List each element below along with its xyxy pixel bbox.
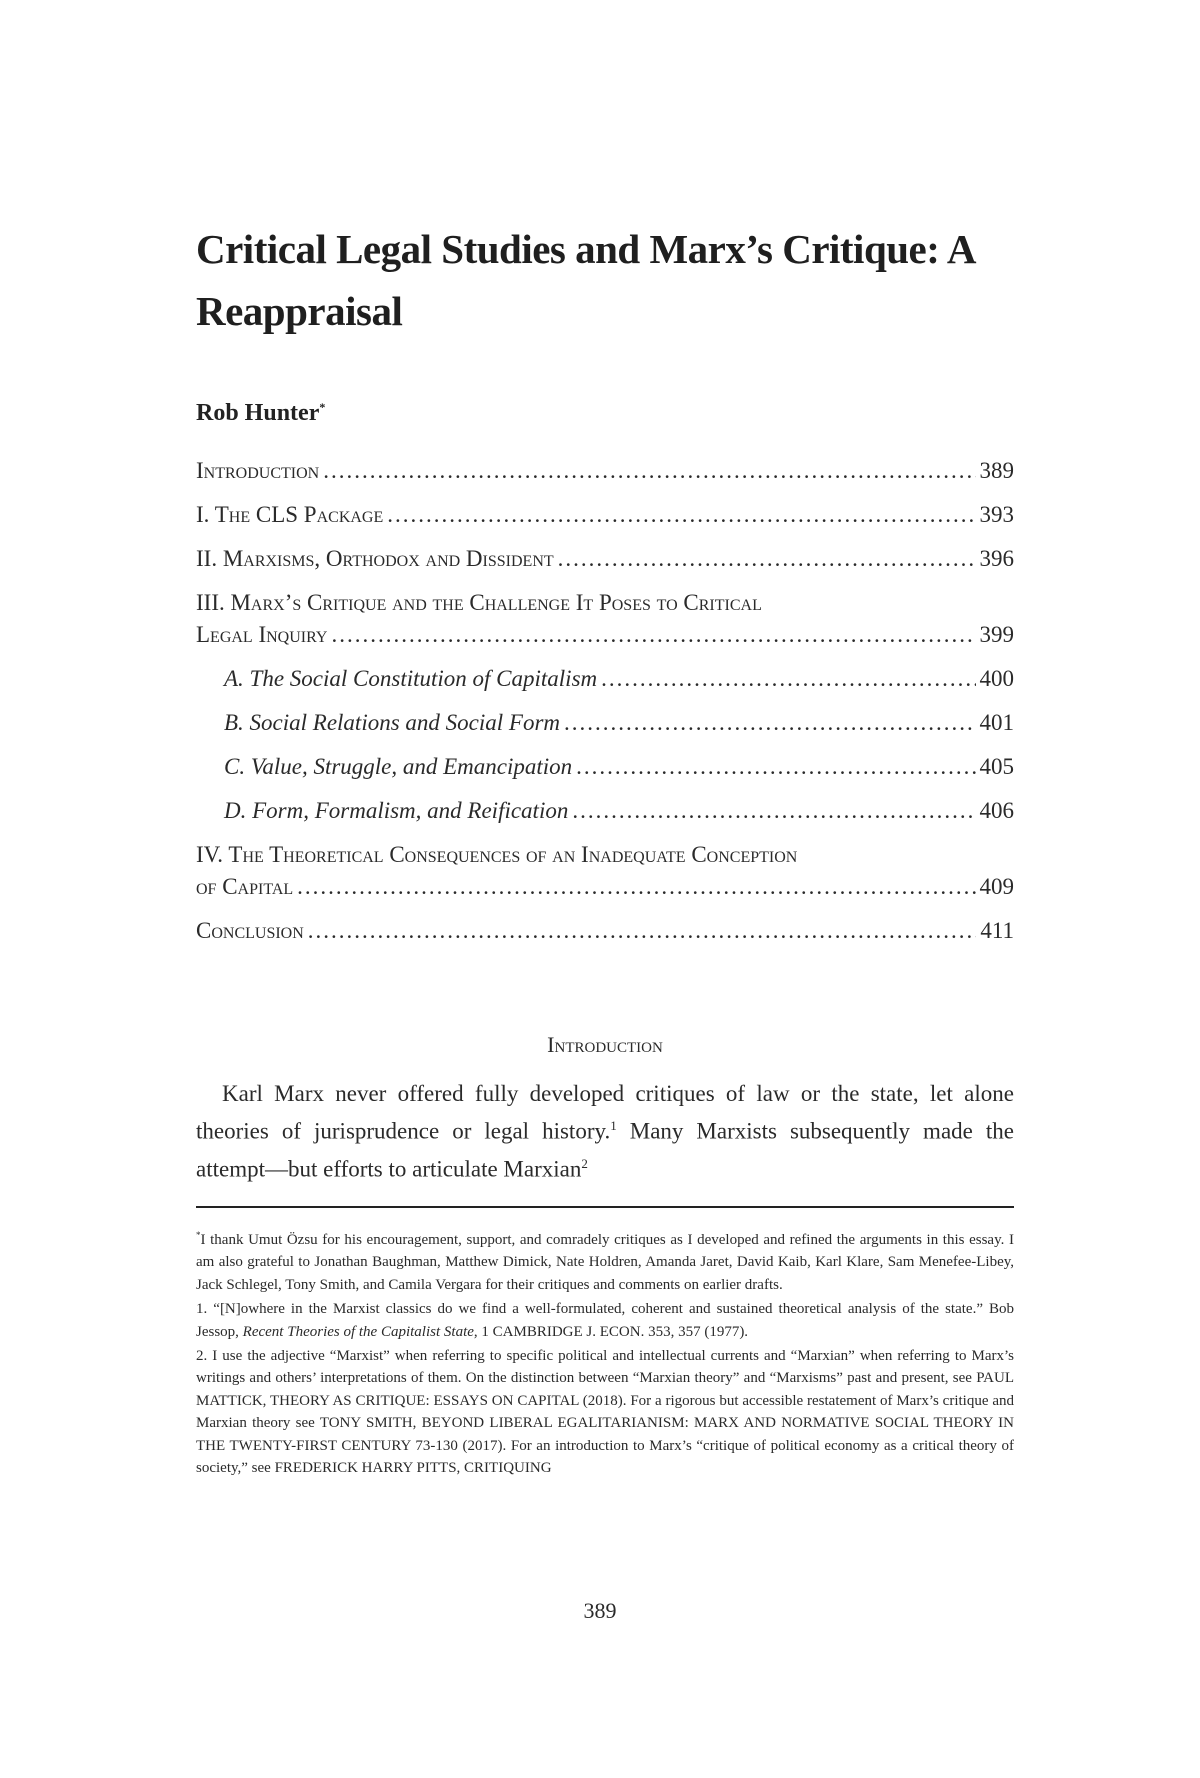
toc-label-line2: Legal Inquiry	[196, 622, 328, 647]
toc-label-line2: of Capital	[196, 874, 294, 899]
toc-leader	[297, 874, 975, 900]
footnote-ref-2[interactable]: 2	[581, 1155, 588, 1171]
footnote-2-number: 2.	[196, 1348, 208, 1365]
toc-page: 409	[979, 874, 1014, 899]
toc-label: Conclusion	[196, 918, 304, 943]
footnote-2-text: I use the adjective “Marxist” when referring to specific political and intellectual currents and “Marxian” when referring to Marx’s writings and others’ interpretations of them. On the distinction between “Marxian theory” and “Marxisms” past and present, see PAUL MATTICK, THEORY AS CRITIQUE: ESSAYS ON CAPITAL (2018). For a rigorous but accessible restatement of Marx’s critique and Marxian theory see TONY SMITH, BEYOND LIBERAL EGALITARIANISM: MARX AND NORMATIVE SOCIAL THEORY IN THE TWENTY-FIRST CENTURY 73-130 (2017). For an introduction to Marx’s “critique of political economy as a critical theory of society,” see FREDERICK HARRY PITTS, CRITIQUING	[196, 1348, 1015, 1477]
author-name-text: Rob Hunter	[196, 400, 320, 426]
toc-label-line1: IV. The Theoretical Consequences of an Inadequate Conception	[196, 842, 798, 867]
toc-page: 396	[979, 546, 1014, 571]
toc-page: 401	[979, 710, 1014, 735]
toc-label: B. Social Relations and Social Form	[224, 710, 561, 735]
toc-label: I. The CLS Package	[196, 502, 384, 527]
footnote-divider	[196, 1206, 1014, 1208]
toc-leader	[576, 754, 975, 780]
footnotes	[196, 1224, 1014, 1481]
toc-leader	[558, 546, 976, 572]
toc-entry-value-struggle[interactable]	[196, 754, 1014, 798]
table-of-contents	[196, 458, 1014, 962]
toc-entry-introduction[interactable]	[196, 458, 1014, 502]
toc-leader	[601, 666, 975, 692]
toc-label: C. Value, Struggle, and Emancipation	[224, 754, 573, 779]
toc-entry-theoretical-consequences[interactable]	[196, 842, 1014, 918]
toc-page: 406	[979, 798, 1014, 823]
author-name	[196, 392, 325, 428]
introduction-paragraph	[196, 1078, 1014, 1185]
toc-page: 400	[979, 666, 1014, 691]
toc-label: Introduction	[196, 458, 320, 483]
footnote-star-text: I thank Umut Özsu for his encouragement, support, and comradely critiques as I developed and refined the arguments in this essay. I am also grateful to Jonathan Baughman, Matthew Dimick, Nate Holdren, Amanda Jaret, David Kaib, Karl Klare, Sam Menefee-Libey, Jack Schlegel, Tony Smith, and Camila Vergara for their critiques and comments on earlier drafts.	[196, 1232, 1014, 1293]
page-number: 389	[583, 1598, 617, 1623]
toc-leader	[572, 798, 975, 824]
section-heading-introduction: Introduction	[547, 1032, 663, 1057]
footnote-1	[196, 1298, 1014, 1343]
footnote-1-text: “[N]owhere in the Marxist classics do we find a well-formulated, coherent and sustained theoretical analysis of the state.” Bob Jessop,	[196, 1301, 1015, 1340]
toc-page: 393	[979, 502, 1014, 527]
footnote-star	[196, 1224, 1014, 1296]
toc-entry-conclusion[interactable]	[196, 918, 1014, 962]
paragraph-text: Karl Marx never offered fully developed critiques of law or the state, let alone theories of jurisprudence or legal history.	[196, 1081, 1014, 1144]
toc-entry-form-formalism[interactable]	[196, 798, 1014, 842]
toc-leader	[308, 918, 977, 944]
toc-leader	[387, 502, 975, 528]
author-footnote-mark: *	[319, 400, 326, 414]
toc-label: D. Form, Formalism, and Reification	[224, 798, 569, 823]
footnote-1-citation: , 1 CAMBRIDGE J. ECON. 353, 357 (1977).	[473, 1323, 749, 1340]
toc-entry-marx-critique[interactable]	[196, 590, 1014, 666]
paragraph-text: Many Marxists subsequently made the attempt—but efforts to articulate Marxian	[196, 1118, 1014, 1182]
toc-leader	[564, 710, 975, 736]
toc-page: 389	[979, 458, 1014, 483]
toc-entry-cls-package[interactable]	[196, 502, 1014, 546]
toc-entry-social-constitution[interactable]	[196, 666, 1014, 710]
footnote-1-citation-title: Recent Theories of the Capitalist State	[242, 1323, 474, 1340]
toc-label: II. Marxisms, Orthodox and Dissident	[196, 546, 554, 571]
toc-leader	[331, 622, 975, 648]
toc-page: 405	[979, 754, 1014, 779]
toc-page: 399	[979, 622, 1014, 647]
toc-leader	[323, 458, 975, 484]
footnote-ref-1[interactable]: 1	[610, 1118, 617, 1133]
article-title: Critical Legal Studies and Marx’s Critique: A Reappraisal	[196, 226, 974, 334]
toc-page: 411	[980, 918, 1014, 943]
footnote-star-mark: *	[196, 1230, 201, 1240]
footnote-1-number: 1.	[196, 1301, 208, 1318]
toc-entry-marxisms[interactable]	[196, 546, 1014, 590]
footnote-2	[196, 1345, 1014, 1479]
toc-entry-social-relations[interactable]	[196, 710, 1014, 754]
toc-label-line1: III. Marx’s Critique and the Challenge It Poses to Critical	[196, 590, 762, 615]
toc-label: A. The Social Constitution of Capitalism	[224, 666, 598, 691]
